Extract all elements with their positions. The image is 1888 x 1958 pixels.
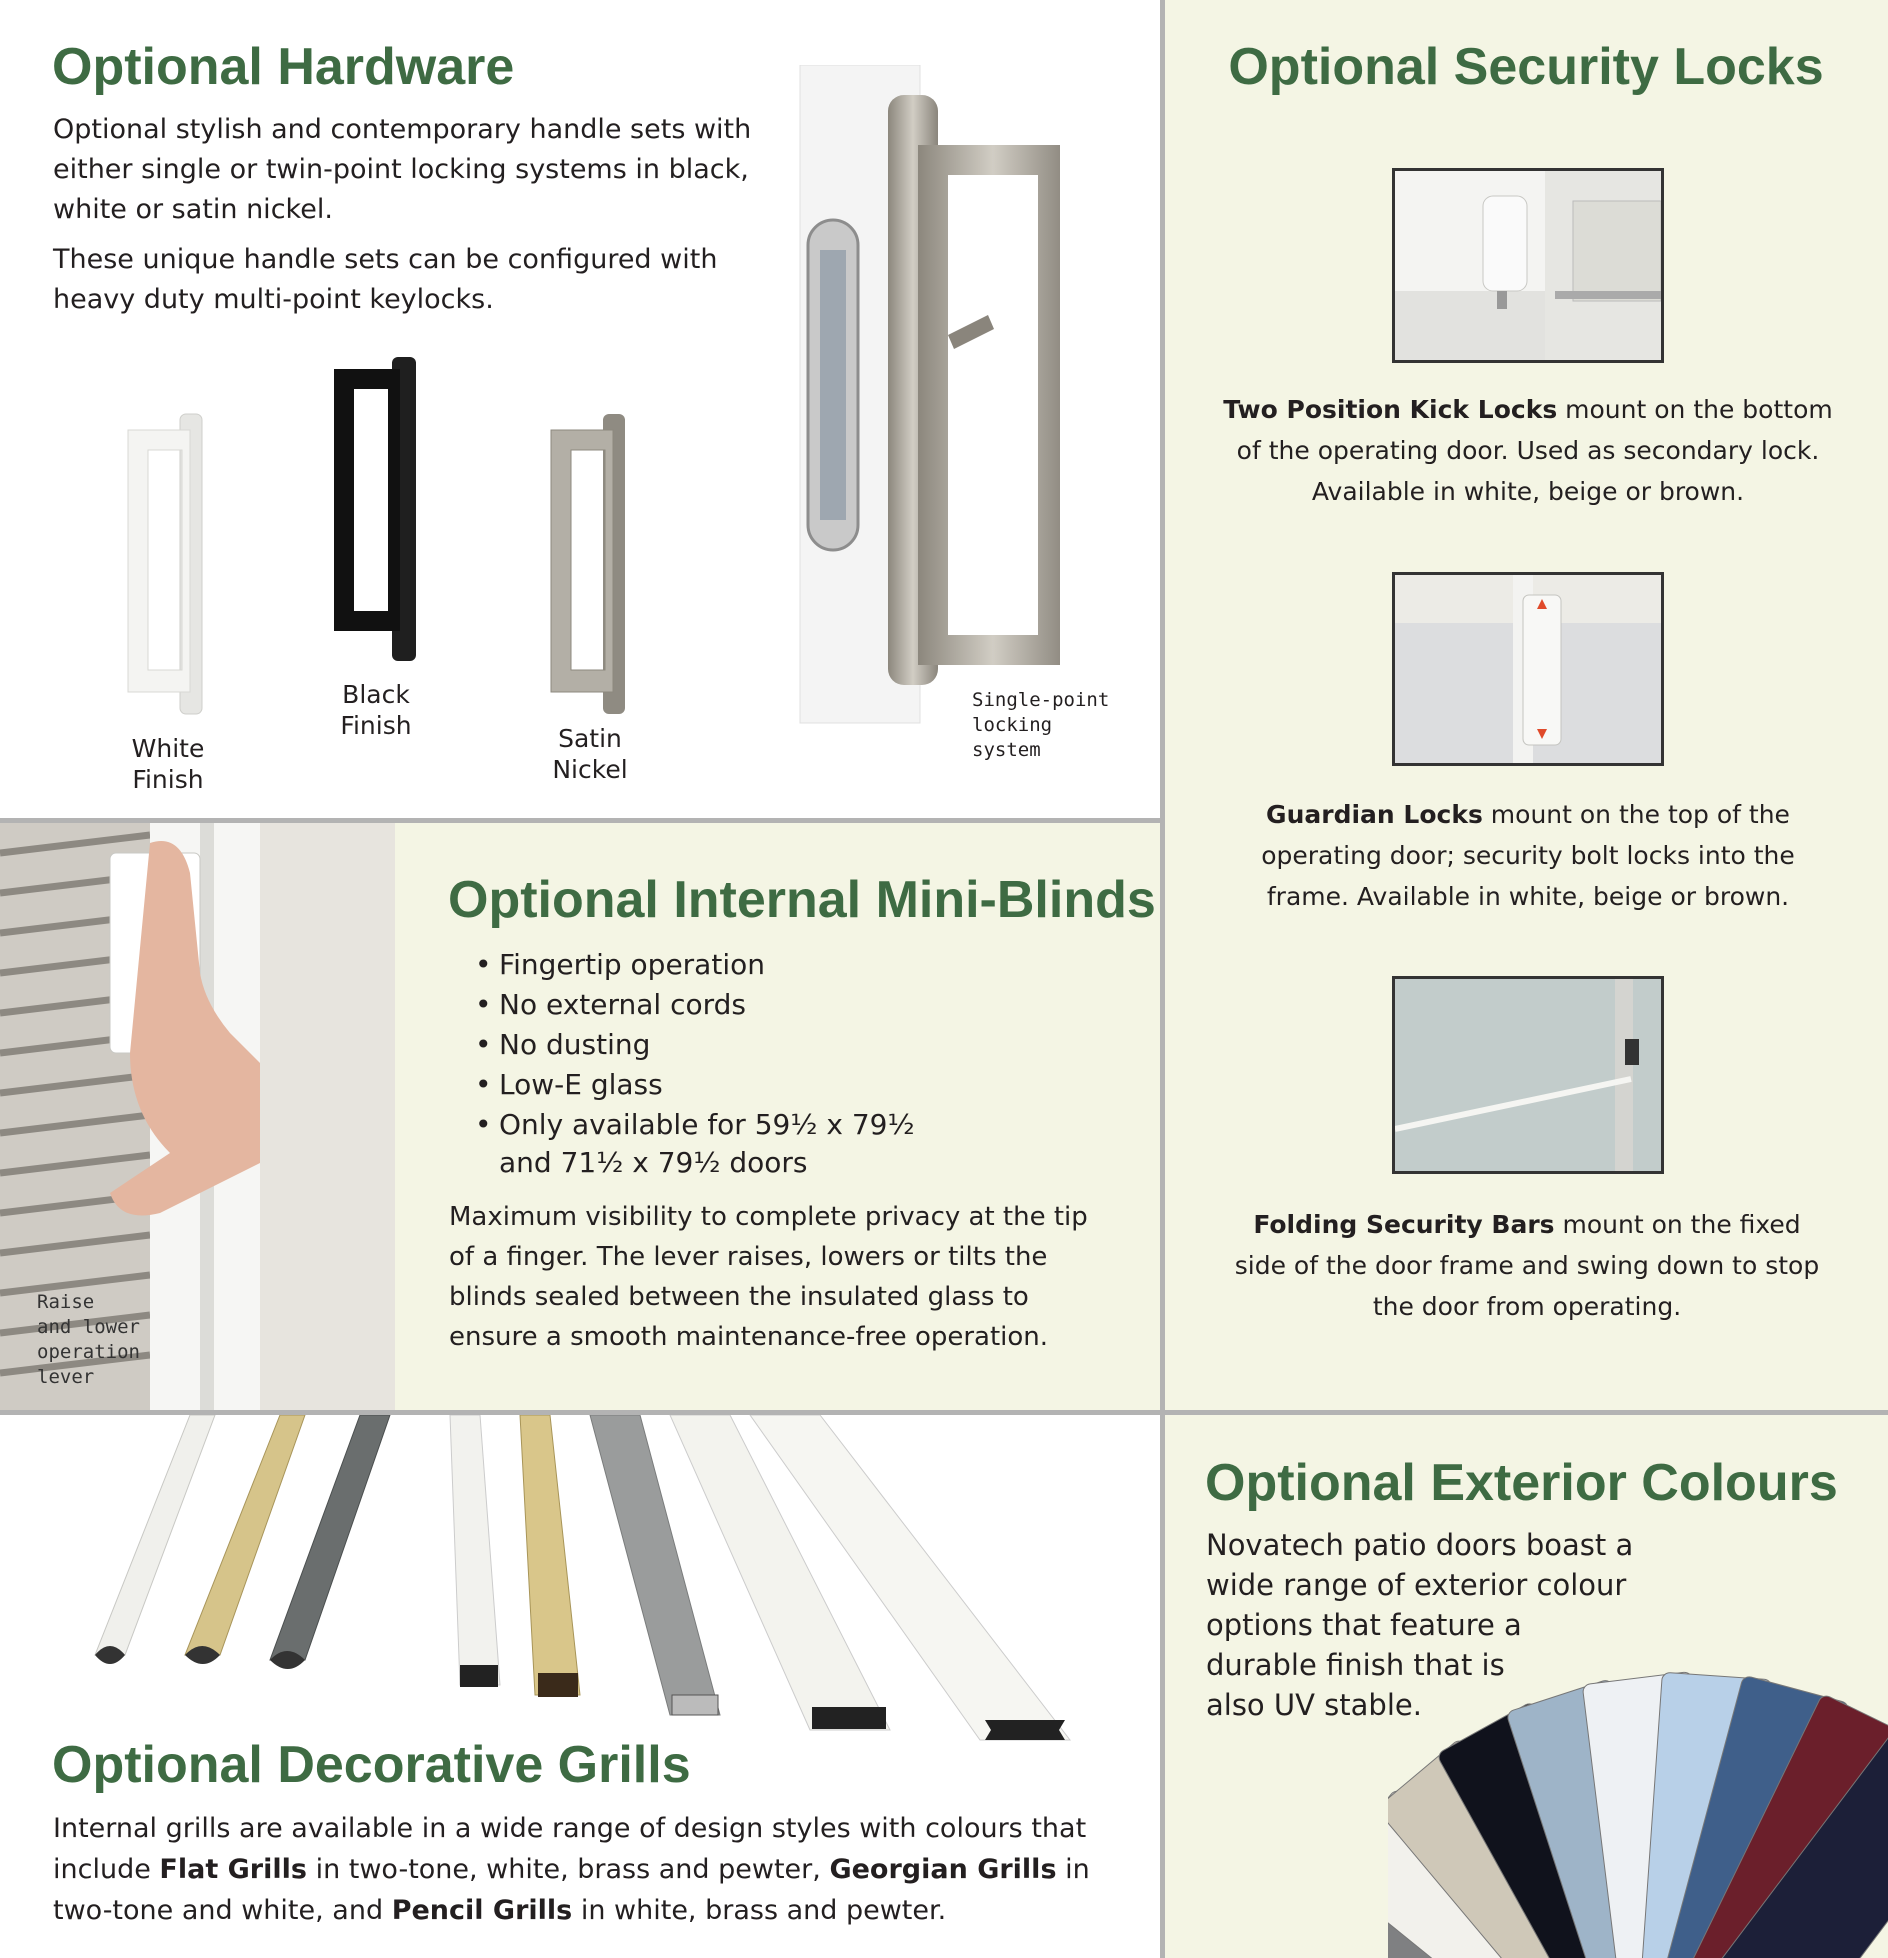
guardian-lock-description: Guardian Locks mount on the top of the operating door; security bolt locks into the frame. Available in white, beige or brown. [1261,800,1795,911]
black-handle-image [330,355,425,665]
grills-paragraph: Internal grills are available in a wide range of design styles with colours that include Flat Grills in two-tone, white, brass and pewter, Georgian Grills in two-tone and white, and Pencil Grills in white, brass and pewter. [53,1813,1090,1926]
white-finish-label: White Finish [131,734,205,794]
flat-grills-name: Flat Grills [159,1854,307,1885]
satin-handle-image [545,410,635,720]
list-item: • Low-E glass [475,1065,1125,1105]
black-finish-label: Black Finish [340,680,412,740]
grill-profiles-image [80,1415,1090,1745]
blinds-feature-list [475,945,1125,1181]
lever-photo-caption: Raise and lower operation lever [37,1291,140,1388]
georgian-grills-name: Georgian Grills [829,1854,1057,1885]
single-point-lock-caption: Single-point locking system [972,689,1110,761]
single-point-lock-image [798,65,1060,725]
blinds-paragraph: Maximum visibility to complete privacy at the tip of a finger. The lever raises, lowers or tilts the blinds sealed between the insulated glass to ensure a smooth maintenance-free operation. [449,1202,1088,1352]
colour-swatch-fan [1388,1665,1888,1958]
hardware-title: Optional Hardware [52,38,515,96]
hardware-paragraph-1: Optional stylish and contemporary handle sets with either single or twin-point locking systems in black, white or satin nickel. [53,114,752,225]
guardian-lock-photo [1392,572,1664,766]
grills-title: Optional Decorative Grills [52,1736,691,1794]
colours-paragraph: Novatech patio doors boast a wide range of exterior colour options that feature a durable finish that is also UV stable. [1206,1528,1634,1722]
blinds-title: Optional Internal Mini-Blinds [448,871,1156,929]
kick-lock-photo [1392,168,1664,363]
list-item: • Only available for 59½ x 79½ and 71½ x 79½ doors [475,1105,1125,1181]
colours-title: Optional Exterior Colours [1205,1454,1838,1512]
satin-nickel-label: Satin Nickel [552,724,628,784]
list-item: • No dusting [475,1025,1125,1065]
kick-lock-name: Two Position Kick Locks [1223,395,1558,424]
hardware-paragraph-2: These unique handle sets can be configured with heavy duty multi-point keylocks. [53,244,718,315]
list-item: • Fingertip operation [475,945,1125,985]
list-item: • No external cords [475,985,1125,1025]
vertical-divider [1160,0,1165,1958]
security-bar-description: Folding Security Bars mount on the fixed side of the door frame and swing down to stop the door from operating. [1234,1210,1820,1321]
security-bar-photo [1392,976,1664,1174]
security-title: Optional Security Locks [1228,38,1824,96]
white-handle-image [122,410,212,720]
pencil-grills-name: Pencil Grills [391,1895,573,1926]
security-bar-name: Folding Security Bars [1253,1210,1555,1239]
guardian-lock-name: Guardian Locks [1266,800,1483,829]
kick-lock-description: Two Position Kick Locks mount on the bottom of the operating door. Used as secondary lock. Available in white, beige or brown. [1223,395,1833,506]
